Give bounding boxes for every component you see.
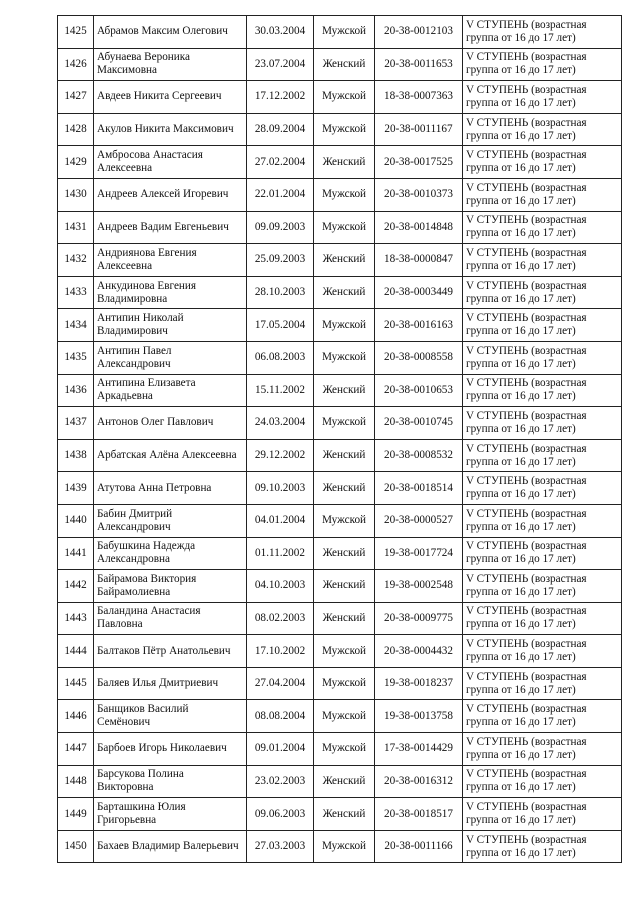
sex-cell: Мужской	[314, 733, 375, 766]
level-cell: V СТУПЕНЬ (возрастная группа от 16 до 17 лет)	[463, 81, 622, 114]
sex-cell: Мужской	[314, 635, 375, 668]
sex-cell: Мужской	[314, 341, 375, 374]
uin-cell: 19-38-0002548	[375, 570, 463, 603]
level-cell: V СТУПЕНЬ (возрастная группа от 16 до 17 лет)	[463, 407, 622, 440]
uin-cell: 20-38-0017525	[375, 146, 463, 179]
birth-date-cell: 29.12.2002	[247, 439, 314, 472]
table-row	[58, 341, 622, 374]
row-number-cell: 1427	[58, 81, 94, 114]
level-cell: V СТУПЕНЬ (возрастная группа от 16 до 17 лет)	[463, 16, 622, 49]
uin-cell: 18-38-0007363	[375, 81, 463, 114]
sex-cell: Мужской	[314, 407, 375, 440]
level-cell: V СТУПЕНЬ (возрастная группа от 16 до 17 лет)	[463, 472, 622, 505]
row-number-cell: 1446	[58, 700, 94, 733]
full-name-cell: Амбросова Анастасия Алексеевна	[94, 146, 247, 179]
table-row	[58, 276, 622, 309]
full-name-cell: Акулов Никита Максимович	[94, 113, 247, 146]
table-row	[58, 667, 622, 700]
birth-date-cell: 04.10.2003	[247, 570, 314, 603]
sex-cell: Мужской	[314, 211, 375, 244]
birth-date-cell: 27.02.2004	[247, 146, 314, 179]
table-row	[58, 113, 622, 146]
uin-cell: 20-38-0004432	[375, 635, 463, 668]
birth-date-cell: 24.03.2004	[247, 407, 314, 440]
birth-date-cell: 27.03.2003	[247, 830, 314, 863]
sex-cell: Женский	[314, 798, 375, 831]
row-number-cell: 1448	[58, 765, 94, 798]
uin-cell: 20-38-0009775	[375, 602, 463, 635]
row-number-cell: 1434	[58, 309, 94, 342]
birth-date-cell: 30.03.2004	[247, 16, 314, 49]
uin-cell: 20-38-0018517	[375, 798, 463, 831]
uin-cell: 20-38-0016312	[375, 765, 463, 798]
level-cell: V СТУПЕНЬ (возрастная группа от 16 до 17 лет)	[463, 700, 622, 733]
uin-cell: 20-38-0008558	[375, 341, 463, 374]
row-number-cell: 1441	[58, 537, 94, 570]
uin-cell: 20-38-0008532	[375, 439, 463, 472]
row-number-cell: 1430	[58, 178, 94, 211]
sex-cell: Женский	[314, 244, 375, 277]
sex-cell: Женский	[314, 276, 375, 309]
level-cell: V СТУПЕНЬ (возрастная группа от 16 до 17 лет)	[463, 830, 622, 863]
row-number-cell: 1437	[58, 407, 94, 440]
level-cell: V СТУПЕНЬ (возрастная группа от 16 до 17 лет)	[463, 374, 622, 407]
uin-cell: 20-38-0016163	[375, 309, 463, 342]
full-name-cell: Абрамов Максим Олегович	[94, 16, 247, 49]
table-row	[58, 798, 622, 831]
table-row	[58, 439, 622, 472]
row-number-cell: 1425	[58, 16, 94, 49]
birth-date-cell: 09.01.2004	[247, 733, 314, 766]
table-row	[58, 733, 622, 766]
level-cell: V СТУПЕНЬ (возрастная группа от 16 до 17 лет)	[463, 309, 622, 342]
uin-cell: 20-38-0010745	[375, 407, 463, 440]
birth-date-cell: 09.10.2003	[247, 472, 314, 505]
table-row	[58, 48, 622, 81]
full-name-cell: Барсукова Полина Викторовна	[94, 765, 247, 798]
birth-date-cell: 17.05.2004	[247, 309, 314, 342]
level-cell: V СТУПЕНЬ (возрастная группа от 16 до 17 лет)	[463, 178, 622, 211]
sex-cell: Женский	[314, 146, 375, 179]
level-cell: V СТУПЕНЬ (возрастная группа от 16 до 17 лет)	[463, 667, 622, 700]
table-row	[58, 178, 622, 211]
table-row	[58, 472, 622, 505]
full-name-cell: Андриянова Евгения Алексеевна	[94, 244, 247, 277]
level-cell: V СТУПЕНЬ (возрастная группа от 16 до 17 лет)	[463, 244, 622, 277]
uin-cell: 20-38-0018514	[375, 472, 463, 505]
uin-cell: 19-38-0017724	[375, 537, 463, 570]
table-row	[58, 765, 622, 798]
table-row	[58, 602, 622, 635]
birth-date-cell: 28.09.2004	[247, 113, 314, 146]
row-number-cell: 1442	[58, 570, 94, 603]
full-name-cell: Атутова Анна Петровна	[94, 472, 247, 505]
level-cell: V СТУПЕНЬ (возрастная группа от 16 до 17 лет)	[463, 733, 622, 766]
birth-date-cell: 09.06.2003	[247, 798, 314, 831]
participants-table	[57, 15, 622, 863]
uin-cell: 20-38-0012103	[375, 16, 463, 49]
level-cell: V СТУПЕНЬ (возрастная группа от 16 до 17 лет)	[463, 341, 622, 374]
row-number-cell: 1445	[58, 667, 94, 700]
birth-date-cell: 04.01.2004	[247, 504, 314, 537]
uin-cell: 17-38-0014429	[375, 733, 463, 766]
table-row	[58, 309, 622, 342]
level-cell: V СТУПЕНЬ (возрастная группа от 16 до 17 лет)	[463, 439, 622, 472]
row-number-cell: 1429	[58, 146, 94, 179]
table-row	[58, 81, 622, 114]
sex-cell: Женский	[314, 374, 375, 407]
sex-cell: Мужской	[314, 700, 375, 733]
table-row	[58, 830, 622, 863]
uin-cell: 18-38-0000847	[375, 244, 463, 277]
birth-date-cell: 23.07.2004	[247, 48, 314, 81]
table-row	[58, 374, 622, 407]
row-number-cell: 1447	[58, 733, 94, 766]
uin-cell: 20-38-0000527	[375, 504, 463, 537]
row-number-cell: 1443	[58, 602, 94, 635]
sex-cell: Женский	[314, 48, 375, 81]
full-name-cell: Андреев Вадим Евгеньевич	[94, 211, 247, 244]
sex-cell: Мужской	[314, 504, 375, 537]
uin-cell: 20-38-0011653	[375, 48, 463, 81]
uin-cell: 19-38-0018237	[375, 667, 463, 700]
full-name-cell: Бабин Дмитрий Александрович	[94, 504, 247, 537]
table-row	[58, 244, 622, 277]
full-name-cell: Антипина Елизавета Аркадьевна	[94, 374, 247, 407]
birth-date-cell: 28.10.2003	[247, 276, 314, 309]
birth-date-cell: 08.02.2003	[247, 602, 314, 635]
birth-date-cell: 22.01.2004	[247, 178, 314, 211]
row-number-cell: 1431	[58, 211, 94, 244]
full-name-cell: Балтаков Пётр Анатольевич	[94, 635, 247, 668]
birth-date-cell: 17.10.2002	[247, 635, 314, 668]
row-number-cell: 1438	[58, 439, 94, 472]
full-name-cell: Авдеев Никита Сергеевич	[94, 81, 247, 114]
full-name-cell: Бабушкина Надежда Александровна	[94, 537, 247, 570]
sex-cell: Женский	[314, 537, 375, 570]
birth-date-cell: 01.11.2002	[247, 537, 314, 570]
uin-cell: 20-38-0003449	[375, 276, 463, 309]
row-number-cell: 1433	[58, 276, 94, 309]
full-name-cell: Абунаева Вероника Максимовна	[94, 48, 247, 81]
level-cell: V СТУПЕНЬ (возрастная группа от 16 до 17 лет)	[463, 602, 622, 635]
full-name-cell: Арбатская Алёна Алексеевна	[94, 439, 247, 472]
table-row	[58, 211, 622, 244]
sex-cell: Женский	[314, 602, 375, 635]
uin-cell: 20-38-0011167	[375, 113, 463, 146]
sex-cell: Женский	[314, 570, 375, 603]
sex-cell: Женский	[314, 472, 375, 505]
sex-cell: Мужской	[314, 16, 375, 49]
full-name-cell: Банщиков Василий Семёнович	[94, 700, 247, 733]
full-name-cell: Антонов Олег Павлович	[94, 407, 247, 440]
full-name-cell: Барташкина Юлия Григорьевна	[94, 798, 247, 831]
full-name-cell: Баландина Анастасия Павловна	[94, 602, 247, 635]
table-row	[58, 504, 622, 537]
table-row	[58, 700, 622, 733]
level-cell: V СТУПЕНЬ (возрастная группа от 16 до 17 лет)	[463, 798, 622, 831]
table-row	[58, 407, 622, 440]
level-cell: V СТУПЕНЬ (возрастная группа от 16 до 17 лет)	[463, 113, 622, 146]
row-number-cell: 1436	[58, 374, 94, 407]
full-name-cell: Байрамова Виктория Байрамолиевна	[94, 570, 247, 603]
table-row	[58, 635, 622, 668]
sex-cell: Мужской	[314, 830, 375, 863]
uin-cell: 20-38-0010373	[375, 178, 463, 211]
row-number-cell: 1440	[58, 504, 94, 537]
uin-cell: 19-38-0013758	[375, 700, 463, 733]
birth-date-cell: 23.02.2003	[247, 765, 314, 798]
birth-date-cell: 06.08.2003	[247, 341, 314, 374]
row-number-cell: 1439	[58, 472, 94, 505]
level-cell: V СТУПЕНЬ (возрастная группа от 16 до 17 лет)	[463, 635, 622, 668]
row-number-cell: 1449	[58, 798, 94, 831]
uin-cell: 20-38-0011166	[375, 830, 463, 863]
full-name-cell: Анкудинова Евгения Владимировна	[94, 276, 247, 309]
birth-date-cell: 27.04.2004	[247, 667, 314, 700]
row-number-cell: 1444	[58, 635, 94, 668]
row-number-cell: 1428	[58, 113, 94, 146]
birth-date-cell: 17.12.2002	[247, 81, 314, 114]
level-cell: V СТУПЕНЬ (возрастная группа от 16 до 17 лет)	[463, 48, 622, 81]
birth-date-cell: 15.11.2002	[247, 374, 314, 407]
birth-date-cell: 09.09.2003	[247, 211, 314, 244]
table-row	[58, 537, 622, 570]
sex-cell: Мужской	[314, 178, 375, 211]
uin-cell: 20-38-0010653	[375, 374, 463, 407]
full-name-cell: Антипин Павел Александрович	[94, 341, 247, 374]
sex-cell: Мужской	[314, 113, 375, 146]
row-number-cell: 1432	[58, 244, 94, 277]
level-cell: V СТУПЕНЬ (возрастная группа от 16 до 17 лет)	[463, 211, 622, 244]
sex-cell: Женский	[314, 765, 375, 798]
sex-cell: Мужской	[314, 667, 375, 700]
level-cell: V СТУПЕНЬ (возрастная группа от 16 до 17 лет)	[463, 537, 622, 570]
birth-date-cell: 08.08.2004	[247, 700, 314, 733]
participants-table-body	[58, 16, 622, 863]
row-number-cell: 1426	[58, 48, 94, 81]
level-cell: V СТУПЕНЬ (возрастная группа от 16 до 17 лет)	[463, 504, 622, 537]
table-row	[58, 146, 622, 179]
full-name-cell: Баляев Илья Дмитриевич	[94, 667, 247, 700]
row-number-cell: 1435	[58, 341, 94, 374]
table-row	[58, 16, 622, 49]
birth-date-cell: 25.09.2003	[247, 244, 314, 277]
row-number-cell: 1450	[58, 830, 94, 863]
level-cell: V СТУПЕНЬ (возрастная группа от 16 до 17 лет)	[463, 570, 622, 603]
level-cell: V СТУПЕНЬ (возрастная группа от 16 до 17 лет)	[463, 276, 622, 309]
full-name-cell: Бахаев Владимир Валерьевич	[94, 830, 247, 863]
full-name-cell: Барбоев Игорь Николаевич	[94, 733, 247, 766]
sex-cell: Мужской	[314, 309, 375, 342]
table-row	[58, 570, 622, 603]
uin-cell: 20-38-0014848	[375, 211, 463, 244]
level-cell: V СТУПЕНЬ (возрастная группа от 16 до 17 лет)	[463, 765, 622, 798]
full-name-cell: Андреев Алексей Игоревич	[94, 178, 247, 211]
sex-cell: Мужской	[314, 81, 375, 114]
sex-cell: Женский	[314, 439, 375, 472]
full-name-cell: Антипин Николай Владимирович	[94, 309, 247, 342]
level-cell: V СТУПЕНЬ (возрастная группа от 16 до 17 лет)	[463, 146, 622, 179]
